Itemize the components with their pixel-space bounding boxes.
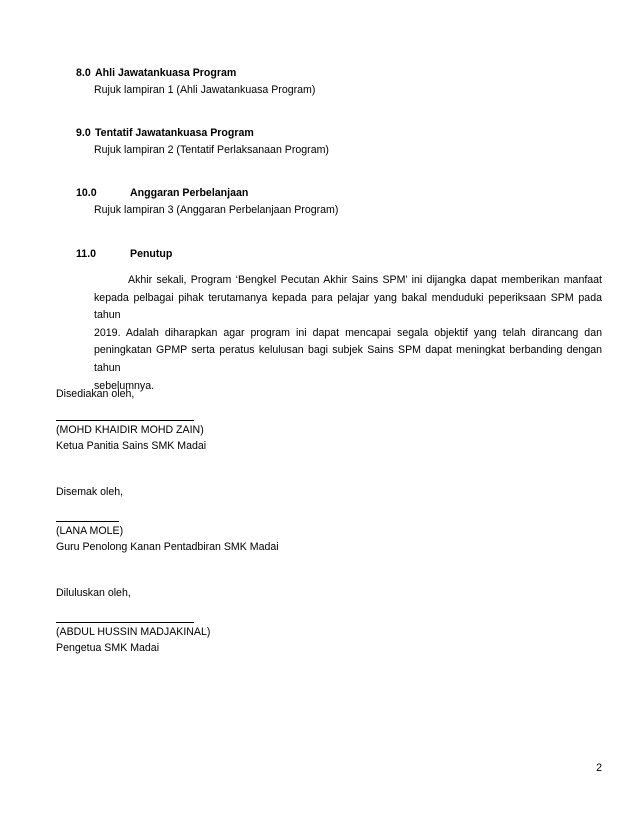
section-reference: Rujuk lampiran 2 (Tentatif Perlaksanaan Program) <box>94 144 329 156</box>
signatory-name: (ABDUL HUSSIN MADJAKINAL) <box>56 626 211 638</box>
signatory-name: (MOHD KHAIDIR MOHD ZAIN) <box>56 424 204 436</box>
signature-line <box>56 622 194 623</box>
signature-label: Disemak oleh, <box>56 486 124 498</box>
signatory-name: (LANA MOLE) <box>56 525 124 537</box>
section-number: 11.0 <box>76 248 97 260</box>
signatory-position: Pengetua SMK Madai <box>56 642 160 654</box>
signature-label: Disediakan oleh, <box>56 388 135 400</box>
paragraph-line: sebelumnya. <box>94 379 155 392</box>
section-title: Ahli Jawatankuasa Program <box>95 67 237 79</box>
paragraph-line: 2019. Adalah diharapkan agar program ini dapat mencapai segala objektif yang telah dirancang dan <box>94 326 602 339</box>
paragraph-line: peningkatan GPMP serta peratus kelulusan bagi subjek Sains SPM dapat meningkat berbanding dengan tahun <box>94 344 602 374</box>
paragraph-line: kepada pelbagai pihak terutamanya kepada para pelajar yang bakal menduduki peperiksaan SPM pada tahun <box>94 291 602 322</box>
signature-line <box>56 420 194 421</box>
signature-line <box>56 521 119 522</box>
paragraph-line: Akhir sekali, Program ‘Bengkel Pecutan Akhir Sains SPM’ ini dijangka dapat memberikan manfaat <box>128 274 602 286</box>
section-title: Tentatif Jawatankuasa Program <box>95 127 254 139</box>
signatory-position: Ketua Panitia Sains SMK Madai <box>56 440 207 452</box>
signatory-position: Guru Penolong Kanan Pentadbiran SMK Madai <box>56 541 279 553</box>
section-reference: Rujuk lampiran 1 (Ahli Jawatankuasa Program) <box>94 84 316 96</box>
signature-label: Diluluskan oleh, <box>56 587 131 599</box>
closing-paragraph <box>94 272 602 395</box>
section-number: 10.0 <box>76 187 97 199</box>
section-title: Anggaran Perbelanjaan <box>130 187 249 199</box>
section-reference: Rujuk lampiran 3 (Anggaran Perbelanjaan Program) <box>94 204 339 216</box>
page-number: 2 <box>596 762 602 774</box>
section-title: Penutup <box>130 248 173 260</box>
section-number: 9.0 <box>76 127 91 139</box>
section-number: 8.0 <box>76 67 91 79</box>
